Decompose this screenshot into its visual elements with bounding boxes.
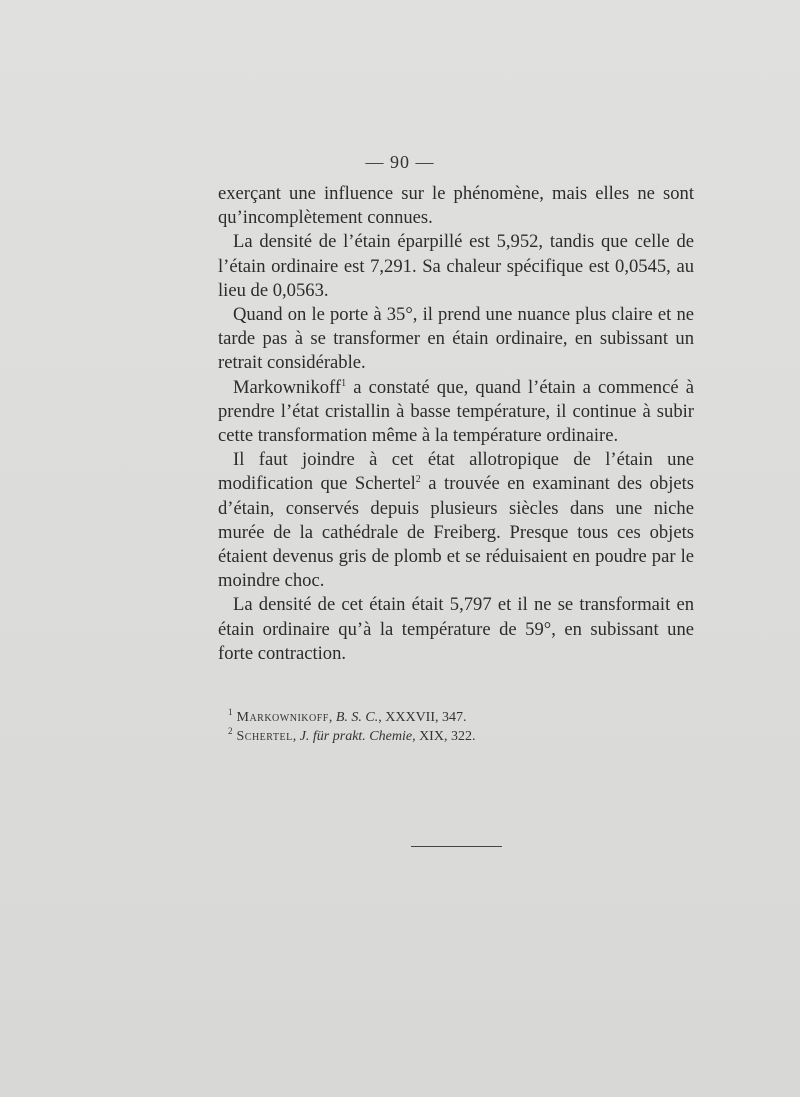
footnote: [228, 727, 688, 746]
footnote-details: , XIX, 322.: [412, 729, 476, 744]
paragraph: [218, 376, 694, 449]
footnote-reference: 2: [415, 474, 421, 486]
footnote-separator: ,: [328, 710, 336, 725]
paragraph: La densité de cet étain était 5,797 et il ne se transformait en étain ordinaire qu’à la température de 59°, en subissant une forte contraction.: [218, 594, 694, 664]
paragraph: exerçant une influence sur le phénomène, mais elles ne sont qu’incomplètement connues.: [218, 183, 694, 229]
body-text: [218, 182, 694, 666]
page-number: — 90 —: [365, 152, 435, 172]
end-rule: [411, 846, 502, 847]
paragraph-text: a trouvée en examinant des objets d’étain, conservés depuis plusieurs siècles dans une niche murée de la cathédrale de Freiberg. Presque tous ces objets étaient devenus gris de plomb et se réduisaient en poudre par le moindre choc.: [218, 473, 695, 592]
footnote-author: Markownikoff: [236, 710, 329, 725]
paragraph: Quand on le porte à 35°, il prend une nuance plus claire et ne tarde pas à se transformer en étain ordinaire, en subissant un retrait considérable.: [218, 304, 694, 374]
footnote-author: Schertel: [236, 729, 293, 744]
paragraph-text: a constaté que, quand l’étain a commencé à prendre l’état cristallin à basse température, il continue à subir cette transformation même à la température ordinaire.: [218, 376, 694, 447]
footnote: [228, 708, 688, 727]
footnote-mark: 1: [228, 707, 233, 718]
paragraph-text: Markownikoff: [233, 376, 342, 398]
paragraph-text: Il faut joindre à cet état allotropique de l’étain une modification que Schertel: [218, 449, 694, 495]
footnotes: [228, 708, 688, 746]
footnote-mark: 2: [228, 726, 233, 737]
paragraph: La densité de l’étain éparpillé est 5,952, tandis que celle de l’étain ordinaire est 7,291. Sa chaleur spécifique est 0,0545, au lieu de 0,0563.: [218, 231, 694, 301]
footnote-source: B. S. C.: [335, 710, 379, 725]
footnote-separator: ,: [292, 729, 300, 744]
footnote-reference: 1: [341, 377, 347, 389]
footnote-details: , XXXVII, 347.: [378, 710, 467, 725]
footnote-source: J. für prakt. Chemie: [299, 729, 413, 744]
paragraph: [218, 448, 694, 593]
